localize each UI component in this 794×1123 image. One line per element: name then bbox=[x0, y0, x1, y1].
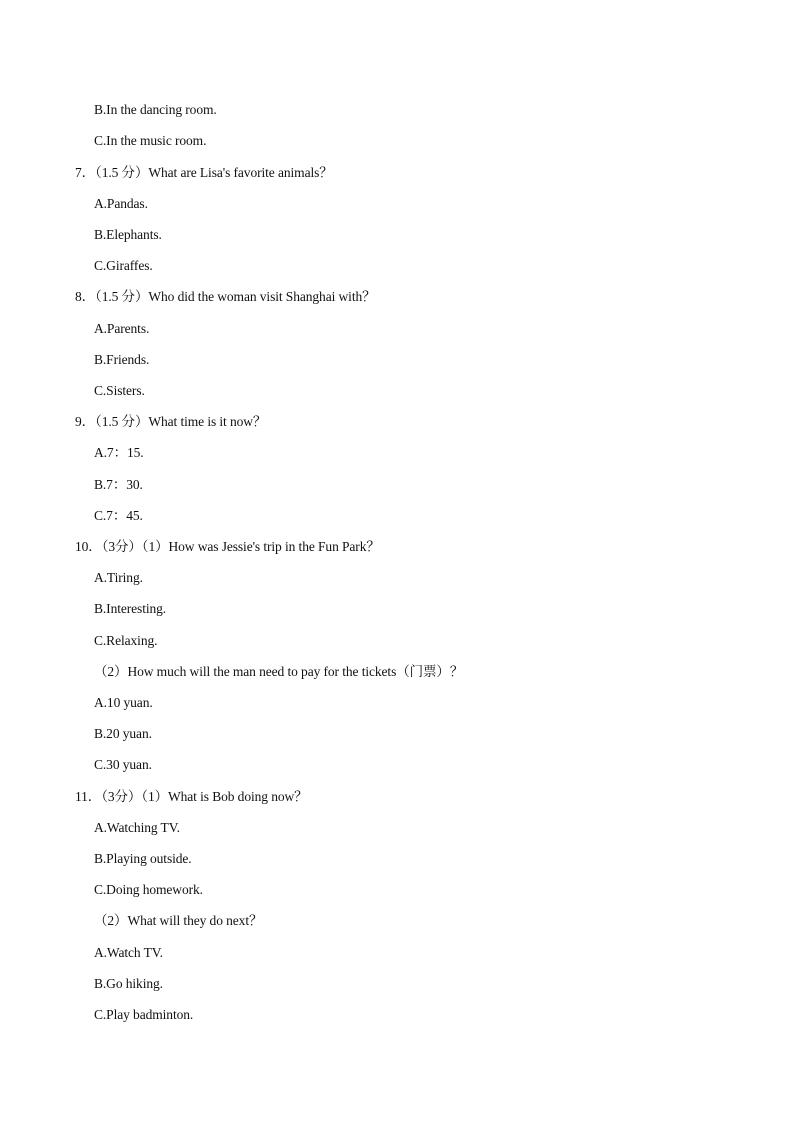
option-7b: B.Elephants. bbox=[94, 227, 162, 242]
option-6b: B.In the dancing room. bbox=[94, 102, 217, 117]
option-7c: C.Giraffes. bbox=[94, 258, 153, 273]
option-8b: B.Friends. bbox=[94, 352, 150, 367]
option-11-1b: B.Playing outside. bbox=[94, 851, 192, 866]
option-8c: C.Sisters. bbox=[94, 383, 145, 398]
question-9: 9．（1.5 分）What time is it now？ bbox=[75, 414, 267, 429]
option-11-2a: A.Watch TV. bbox=[94, 945, 163, 960]
question-11: 11．（3分）（1）What is Bob doing now？ bbox=[75, 789, 308, 804]
question-10: 10．（3分）（1）How was Jessie's trip in the Fun Park？ bbox=[75, 539, 380, 554]
option-11-2c: C.Play badminton. bbox=[94, 1007, 194, 1022]
option-6c: C.In the music room. bbox=[94, 133, 207, 148]
option-11-1c: C.Doing homework. bbox=[94, 882, 203, 897]
option-10-2b: B.20 yuan. bbox=[94, 726, 152, 741]
question-11-2: （2）What will they do next？ bbox=[94, 913, 263, 928]
option-9b: B.7：30. bbox=[94, 477, 143, 492]
question-7: 7．（1.5 分）What are Lisa's favorite animals？ bbox=[75, 165, 333, 180]
option-10-2c: C.30 yuan. bbox=[94, 757, 152, 772]
option-10-2a: A.10 yuan. bbox=[94, 695, 153, 710]
option-7a: A.Pandas. bbox=[94, 196, 148, 211]
option-11-2b: B.Go hiking. bbox=[94, 976, 163, 991]
option-9c: C.7：45. bbox=[94, 508, 143, 523]
option-8a: A.Parents. bbox=[94, 321, 150, 336]
question-8: 8．（1.5 分）Who did the woman visit Shanghai with？ bbox=[75, 289, 376, 304]
question-10-2: （2）How much will the man need to pay for the tickets（门票）？ bbox=[94, 664, 464, 679]
option-11-1a: A.Watching TV. bbox=[94, 820, 180, 835]
option-10-1b: B.Interesting. bbox=[94, 601, 167, 616]
option-9a: A.7：15. bbox=[94, 445, 144, 460]
option-10-1c: C.Relaxing. bbox=[94, 633, 158, 648]
option-10-1a: A.Tiring. bbox=[94, 570, 143, 585]
